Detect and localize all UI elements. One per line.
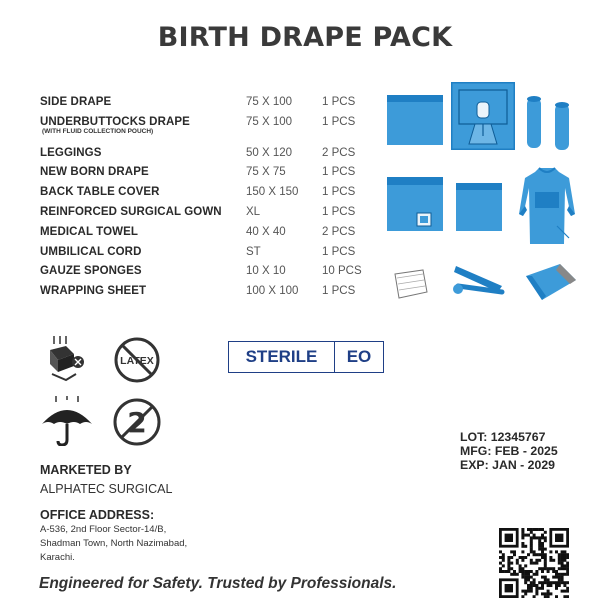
- gauze-sponge-icon: [393, 268, 429, 300]
- item-size: 75 X 100: [246, 96, 293, 108]
- item-size: ST: [246, 245, 261, 258]
- item-qty: 1 PCS: [322, 285, 356, 298]
- list-item: [40, 145, 380, 165]
- do-not-reuse-icon: [111, 396, 163, 448]
- lot-number: LOT: 12345767: [460, 430, 546, 444]
- wrapping-sheet-icon: [522, 262, 578, 302]
- address-line: A-536, 2nd Floor Sector-14/B,: [40, 524, 167, 535]
- lot-info: [460, 430, 558, 472]
- item-qty: 1 PCS: [322, 186, 356, 199]
- list-item: [40, 283, 380, 303]
- item-qty: 1 PCS: [322, 115, 356, 128]
- item-qty: 10 PCS: [322, 265, 362, 278]
- reuse-number: 2: [127, 406, 147, 439]
- latex-text: LATEX: [120, 355, 154, 367]
- item-name: SIDE DRAPE: [40, 96, 112, 108]
- address-line: Shadman Town, North Nazimabad,: [40, 538, 188, 549]
- item-name: REINFORCED SURGICAL GOWN: [40, 205, 222, 218]
- leggings-icon: [525, 94, 573, 152]
- list-item: [40, 244, 380, 264]
- list-item: [40, 204, 380, 224]
- sterile-badge: [228, 341, 384, 373]
- list-item: [40, 224, 380, 244]
- item-name: GAUZE SPONGES: [40, 265, 142, 278]
- back-table-cover-icon: [387, 177, 443, 231]
- side-drape-icon: [387, 95, 443, 145]
- keep-dry-icon: [44, 336, 88, 384]
- item-name: WRAPPING SHEET: [40, 285, 147, 298]
- item-size: 40 X 40: [246, 225, 286, 238]
- item-qty: 1 PCS: [322, 96, 356, 108]
- item-name: NEW BORN DRAPE: [40, 166, 149, 179]
- marketer-name: ALPHATEC SURGICAL: [40, 482, 173, 496]
- list-item: [40, 164, 380, 184]
- list-item: [40, 114, 380, 134]
- sterile-method: EO: [346, 347, 372, 366]
- item-list: [40, 94, 380, 303]
- underbuttocks-drape-icon: [451, 82, 515, 150]
- item-size: XL: [246, 205, 261, 218]
- item-subtitle: (WITH FLUID COLLECTION POUCH): [42, 127, 154, 135]
- mfg-date: MFG: FEB - 2025: [460, 444, 558, 458]
- tagline: Engineered for Safety. Trusted by Professionals.: [39, 575, 397, 592]
- item-name: MEDICAL TOWEL: [40, 225, 138, 238]
- item-size: 75 X 100: [246, 115, 293, 128]
- exp-date: EXP: JAN - 2029: [460, 458, 556, 472]
- newborn-drape-icon: [456, 183, 502, 231]
- address-line: Karachi.: [40, 552, 75, 563]
- list-item: [40, 94, 380, 114]
- item-size: 75 X 75: [246, 166, 286, 179]
- item-size: 10 X 10: [246, 265, 286, 278]
- list-item: [40, 263, 380, 283]
- item-name: LEGGINGS: [40, 146, 102, 159]
- item-qty: 1 PCS: [322, 166, 356, 179]
- umbilical-clamp-icon: [452, 262, 508, 298]
- qr-code-icon[interactable]: [499, 528, 569, 598]
- item-qty: 1 PCS: [322, 245, 356, 258]
- item-size: 150 X 150: [246, 186, 299, 199]
- sterile-label: STERILE: [229, 342, 335, 372]
- umbrella-icon: [40, 396, 94, 446]
- item-size: 50 X 120: [246, 146, 293, 159]
- item-size: 100 X 100: [246, 285, 299, 298]
- item-qty: 2 PCS: [322, 146, 356, 159]
- marketed-by-label: MARKETED BY: [40, 463, 132, 477]
- office-address-label: OFFICE ADDRESS:: [40, 508, 155, 522]
- item-name: UMBILICAL CORD: [40, 245, 142, 258]
- item-name: BACK TABLE COVER: [40, 186, 160, 199]
- page-title: BIRTH DRAPE PACK: [157, 22, 453, 53]
- latex-free-icon: [113, 336, 161, 384]
- item-name: UNDERBUTTOCKS DRAPE: [40, 115, 190, 128]
- item-qty: 1 PCS: [322, 205, 356, 218]
- item-qty: 2 PCS: [322, 225, 356, 238]
- surgical-gown-icon: [517, 166, 577, 246]
- list-item: [40, 184, 380, 204]
